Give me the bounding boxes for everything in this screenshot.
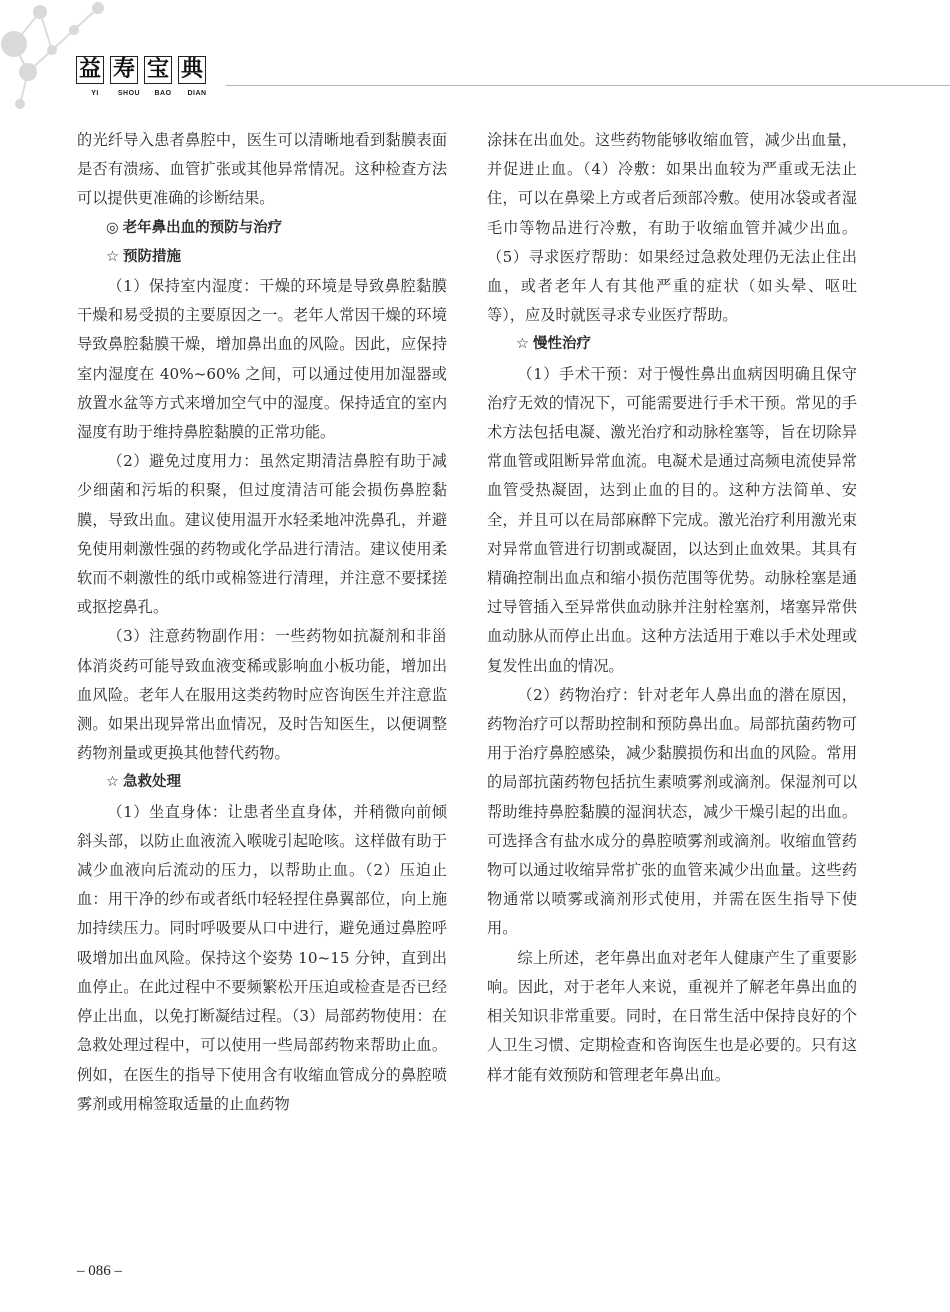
- logo-char: 典: [178, 56, 206, 84]
- magazine-logo: [76, 56, 206, 84]
- paragraph: （1）保持室内湿度：干燥的环境是导致鼻腔黏膜干燥和易受损的主要原因之一。老年人常因干燥的环境导致鼻腔黏膜干燥，增加鼻出血的风险。因此，应保持室内湿度在 40%~60% 之间，可以通过使用加湿器或放置水盆等方式来增加空气中的湿度。保持适宜的室内湿度有助于维持鼻腔黏膜的正常功能。: [77, 277, 447, 442]
- subsection-title: 预防措施: [123, 248, 181, 265]
- logo-pinyin: [78, 90, 214, 97]
- subsection-title: 慢性治疗: [533, 336, 591, 353]
- pinyin-syllable: SHOU: [117, 90, 141, 97]
- subsection-heading-chronic: [487, 330, 857, 359]
- subsection-heading-first-aid: [77, 768, 447, 797]
- circle-symbol-icon: ◎: [106, 219, 119, 236]
- subsection-heading-prevention: [77, 243, 447, 272]
- page-header: [0, 0, 950, 110]
- left-column: [77, 126, 447, 1119]
- header-divider: [226, 85, 950, 86]
- section-heading: [77, 214, 447, 243]
- logo-char: 益: [76, 56, 104, 84]
- paragraph: 的光纤导入患者鼻腔中，医生可以清晰地看到黏膜表面是否有溃疡、血管扩张或其他异常情况。这种检查方法可以提供更准确的诊断结果。: [77, 131, 447, 208]
- paragraph: 涂抹在出血处。这些药物能够收缩血管，减少出血量，并促进止血。（4）冷敷：如果出血较为严重或无法止住，可以在鼻梁上方或者后颈部冷敷。使用冰袋或者湿毛巾等物品进行冷敷，有助于收缩血管并减少出血。（5）寻求医疗帮助：如果经过急救处理仍无法止住出血，或者老年人有其他严重的症状（如头晕、呕吐等），应及时就医寻求专业医疗帮助。: [487, 131, 857, 325]
- star-icon: ☆: [106, 774, 119, 791]
- paragraph: 综上所述，老年鼻出血对老年人健康产生了重要影响。因此，对于老年人来说，重视并了解老年鼻出血的相关知识非常重要。同时，在日常生活中保持良好的个人卫生习惯、定期检查和咨询医生也是必要的。只有这样才能有效预防和管理老年鼻出血。: [487, 948, 857, 1084]
- pinyin-syllable: BAO: [154, 90, 172, 97]
- star-icon: ☆: [106, 248, 119, 265]
- logo-char: 寿: [110, 56, 138, 84]
- right-column: [487, 126, 857, 1090]
- paragraph: （3）注意药物副作用：一些药物如抗凝剂和非甾体消炎药可能导致血液变稀或影响血小板功能，增加出血风险。老年人在服用这类药物时应咨询医生并注意监测。如果出现异常出血情况，及时告知医生，以便调整药物剂量或更换其他替代药物。: [77, 627, 447, 763]
- paragraph: （2）避免过度用力：虽然定期清洁鼻腔有助于减少细菌和污垢的积聚，但过度清洁可能会损伤鼻腔黏膜，导致出血。建议使用温开水轻柔地冲洗鼻孔，并避免使用刺激性强的药物或化学品进行清洁。建议使用柔软而不刺激性的纸巾或棉签进行清理，并注意不要揉搓或抠挖鼻孔。: [77, 452, 447, 617]
- pinyin-syllable: YI: [91, 90, 99, 97]
- pinyin-syllable: DIAN: [187, 90, 207, 97]
- logo-char: 宝: [144, 56, 172, 84]
- paragraph: （1）坐直身体：让患者坐直身体，并稍微向前倾斜头部，以防止血液流入喉咙引起呛咳。这样做有助于减少血液向后流动的压力，以帮助止血。（2）压迫止血：用干净的纱布或者纸巾轻轻捏住鼻翼部位，向上施加持续压力。同时呼吸要从口中进行，避免通过鼻腔呼吸增加出血风险。保持这个姿势 10~15 分钟，直到出血停止。在此过程中不要频繁松开压迫或检查是否已经停止出血，以免打断凝结过程。（3）局部药物使用：在急救处理过程中，可以使用一些局部药物来帮助止血。例如，在医生的指导下使用含有收缩血管成分的鼻腔喷雾剂或用棉签取适量的止血药物: [77, 802, 447, 1113]
- section-title: 老年鼻出血的预防与治疗: [122, 219, 283, 236]
- star-icon: ☆: [516, 336, 529, 353]
- page-number: – 086 –: [77, 1263, 122, 1279]
- subsection-title: 急救处理: [123, 774, 181, 791]
- paragraph: （1）手术干预：对于慢性鼻出血病因明确且保守治疗无效的情况下，可能需要进行手术干预。常见的手术方法包括电凝、激光治疗和动脉栓塞等，旨在切除异常血管或阻断异常血流。电凝术是通过高频电流使异常血管受热凝固，达到止血的目的。这种方法简单、安全，并且可以在局部麻醉下完成。激光治疗利用激光束对异常血管进行切割或凝固，以达到止血效果。其具有精确控制出血点和缩小损伤范围等优势。动脉栓塞是通过导管插入至异常供血动脉并注射栓塞剂，堵塞异常供血动脉从而停止出血。这种方法适用于难以手术处理或复发性出血的情况。: [487, 364, 857, 675]
- paragraph: （2）药物治疗：针对老年人鼻出血的潜在原因，药物治疗可以帮助控制和预防鼻出血。局部抗菌药物可用于治疗鼻腔感染，减少黏膜损伤和出血的风险。常用的局部抗菌药物包括抗生素喷雾剂或滴剂。保湿剂可以帮助维持鼻腔黏膜的湿润状态，减少干燥引起的出血。可选择含有盐水成分的鼻腔喷雾剂或滴剂。收缩血管药物可以通过收缩异常扩张的血管来减少出血量。这些药物通常以喷雾或滴剂形式使用，并需在医生指导下使用。: [487, 685, 857, 938]
